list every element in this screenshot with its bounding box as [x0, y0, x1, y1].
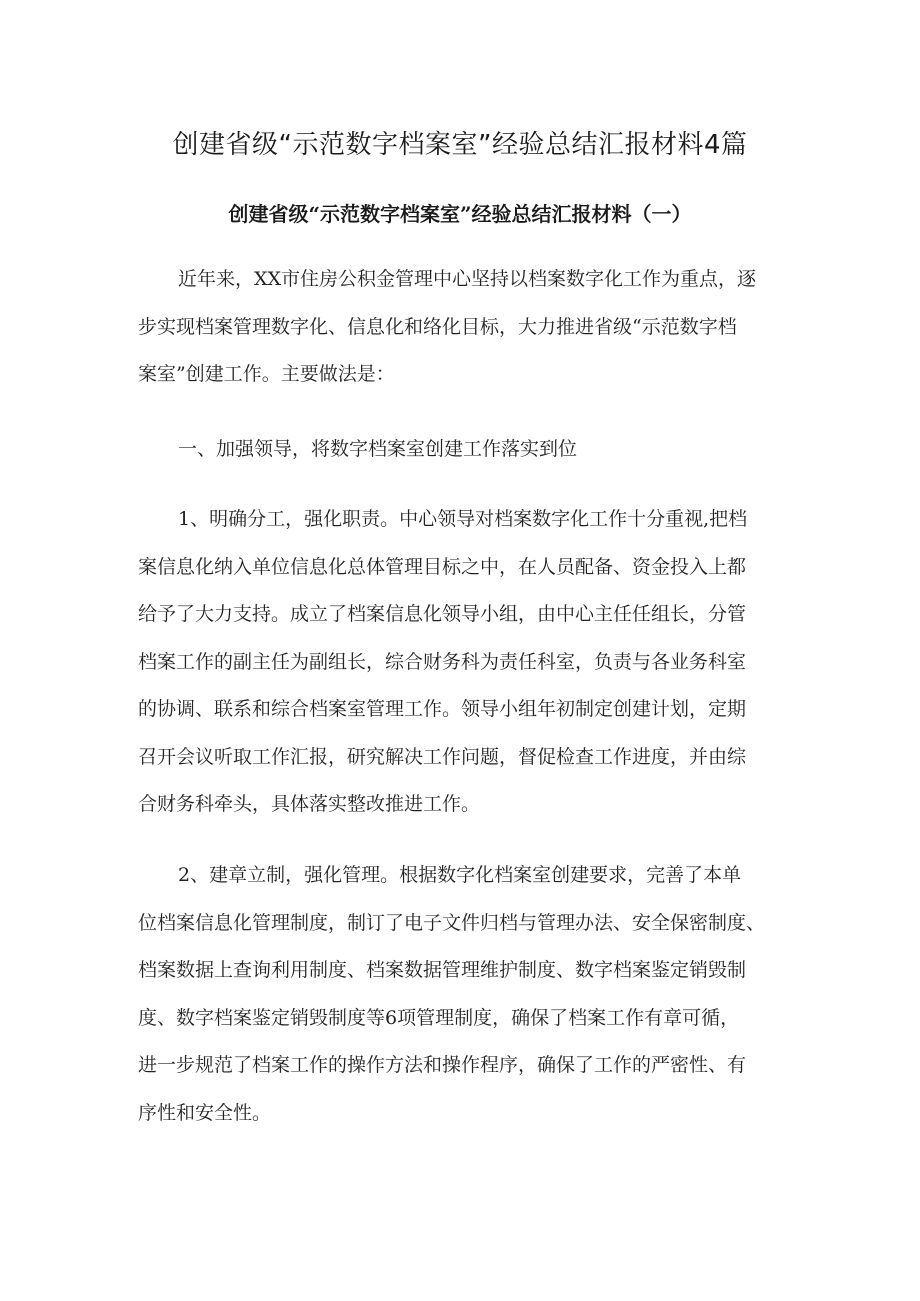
paragraph-line: 近年来，XX市住房公积金管理中心坚持以档案数字化工作为重点，逐: [178, 268, 757, 290]
paragraph-line: 给予了大力支持。成立了档案信息化领导小组，由中心主任任组长，分管: [138, 603, 747, 625]
paragraph-line: 2、建章立制，强化管理。根据数字化档案室创建要求，完善了本单: [178, 864, 742, 886]
paragraph-line: 的协调、联系和综合档案室管理工作。领导小组年初制定创建计划，定期: [138, 698, 747, 720]
paragraph-line: 档案工作的副主任为副组长，综合财务科为责任科室，负责与各业务科室: [138, 650, 747, 673]
paragraph-line: 合财务科牵头，具体落实整改推进工作。: [138, 793, 481, 815]
paragraph-line: 档案数据上查询利用制度、档案数据管理维护制度、数字档案鉴定销毁制: [138, 959, 747, 981]
paragraph-line: 召开会议听取工作汇报，研究解决工作问题，督促检查工作进度，并由综: [138, 745, 747, 768]
section-title: 创建省级“示范数字档案室”经验总结汇报材料（一）: [228, 202, 692, 226]
paragraph-line: 进一步规范了档案工作的操作方法和操作程序，确保了工作的严密性、有: [138, 1054, 747, 1076]
paragraph-line: 案信息化纳入单位信息化总体管理目标之中，在人员配备、资金投入上都: [138, 555, 747, 578]
paragraph-line: 一、加强领导，将数字档案室创建工作落实到位: [178, 438, 578, 460]
paragraph-intro: [138, 256, 798, 399]
paragraph-line: 序性和安全性。: [138, 1101, 272, 1124]
paragraph-line: 位档案信息化管理制度，制订了电子文件归档与管理办法、安全保密制度、: [138, 911, 766, 934]
paragraph-line: 步实现档案管理数字化、信息化和络化目标，大力推进省级“示范数字档: [138, 315, 737, 338]
paragraph-line: 度、数字档案鉴定销毁制度等6项管理制度，确保了档案工作有章可循，: [138, 1006, 740, 1029]
paragraph-item-2: [138, 852, 798, 1137]
paragraph-line: 案室”创建工作。主要做法是：: [138, 363, 395, 385]
paragraph-item-1: [138, 496, 798, 829]
section-heading-1: [138, 426, 798, 474]
paragraph-line: 1、明确分工，强化职责。中心领导对档案数字化工作十分重视,把档: [178, 508, 748, 530]
document-title: 创建省级“示范数字档案室”经验总结汇报材料4篇: [172, 130, 748, 160]
